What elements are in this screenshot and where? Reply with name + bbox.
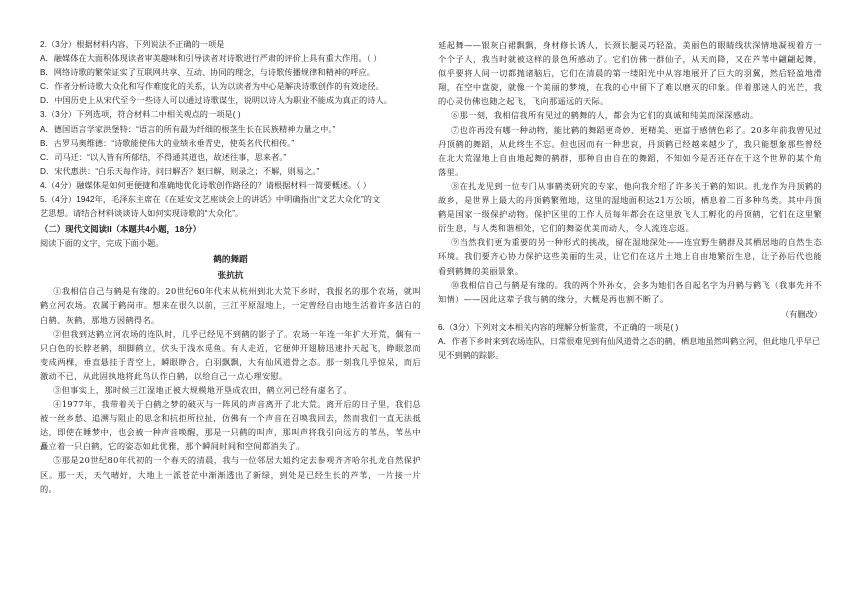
question-3-option-a: A．德国语言学家洪堡特：“语言的所有最为纤细的根茎生长在民族精神力量之中。” [40,124,336,134]
article-paragraph-9: ⑨当然我们更为重要的另一种形式的挑战，留在湿地深处——连宜野生鹤群及其栖居地的自然生态环境。我们要齐心协力保护这些美丽的生灵，让它们在这片土地上自由地繁衍生息，让子孙后代也能看到鹤舞的美丽景象。 [438,237,822,276]
article-source-note: （有删改） [781,308,822,319]
question-3-option-d: D．宋代惠洪：“白乐天每作诗，问曰解否？妪曰解，则录之；不解，则易之。” [40,166,320,176]
question-3-stem: 3.（3分）下列选项，符合材料二中相关观点的一项是( ) [40,110,241,120]
question-2-option-b: B．网络诗歌的繁荣证实了互联网共享、互动、协同的理念，与诗歌传播规律和精神的呼应。 [40,68,376,78]
left-column [40,38,421,496]
article-paragraph-8: ⑧在扎龙见到一位专门从事鹤类研究的专家，他向我介绍了许多关于鹤的知识。扎龙作为丹顶鹤的故乡，是世界上最大的丹顶鹤繁殖地，这里的湿地面积达21万公顷，栖息着二百多种鸟类。其中丹顶鹤是国家一级保护动物。保护区里的工作人员每年都会在这里放飞人工孵化的丹顶鹤，它们在这里繁衍生息，与人类和谐相处，它们的舞姿优美而动人，令人流连忘返。 [438,180,822,234]
article-title: 鹤的舞蹈 [213,255,248,266]
question-4: 4.（4分）融媒体是如何更便捷和准确地优化诗歌创作路径的？请根据材料一简要概述。（ ） [40,180,372,190]
article-paragraph-5-continued: 延起舞——银灰白裙飘飘，身材修长诱人，长颈长腿灵巧轻盈，美丽色的眼睛线状深情地凝视着方一个个子人，我当时就被这样的景色所感动了。它们仿佛一群仙子，从天而降，又在芦苇中翩翩起舞，似乎要将人间一切都抛诸脑后，它们在清晨的第一缕阳光中从容地展开了巨大的羽翼，然后轻盈地滑翔，在空中盘旋，就像一个美丽的梦境，在我的心中留下了难以磨灭的印象。伴着那迷人的光芒，我的心灵仿佛也随之起飞，飞向那遥远的天际。 [438,40,822,107]
reading-instruction: 阅读下面的文字，完成下面小题。 [40,239,164,249]
article-paragraph-5: ⑤那是20世纪80年代初的一个春天的清晨，我与一位邻居大姐约定去参观齐齐哈尔扎龙自然保护区。那一天，天气晴好，大地上一派苍茫中渐渐透出了新绿，到处是已经生长的芦苇，一片接一片的。 [40,455,421,494]
article-author: 张抗抗 [217,271,244,282]
question-3-option-b: B．古罗马奥维德：“诗歌能使伟大的业绩永垂青史，使英名代代相传。” [40,138,295,148]
question-2-option-d: D．中国历史上从宋代至今一些诗人可以通过诗歌谋生，说明以诗人为职业不能成为真正的诗人。 [40,96,392,106]
article-paragraph-1: ①我相信自己与鹤是有缘的。20世纪60年代末从杭州到北大荒下乡时，我报名的那个农场，就叫鹤立河农场。农属于鹤岗市。想来在很久以前，三江平原湿地上，一定曾经自由地生活着许多洁白的白鹤、灰鹤，那地方因鹤得名。 [40,286,421,325]
question-5-line-1: 5.（4分）1942年，毛泽东主席在《在延安文艺座谈会上的讲话》中明确指出“文艺大众化”的文 [40,195,381,205]
question-5-line-2: 艺思想。请结合材料谈谈诗人如何实现诗歌的“大众化”。 [40,209,244,219]
question-6-stem: 6.（3分）下列对文本相关内容的理解分析鉴赏，不正确的一项是( ) [438,322,679,332]
question-6-option-a: A．作者下乡时来到农场连队，日常很难见到有仙风道骨之态的鹤，栖息地虽然叫鹤立河，但此地几乎早已见不到鹤的踪影。 [438,336,821,361]
section-heading: （二）现代文阅读II（本题共4小题，18分） [40,224,202,235]
article-paragraph-10: ⑩我相信自己与鹤是有缘的。我的两个外孙女，会多为她们各自起名字为丹鹤与鹤飞（我事先并不知情）——因此这辈子我与鹤的缘分，大概是再也割不断了。 [438,279,822,304]
article-paragraph-7: ⑦也许再没有哪一种动物，能比鹤的舞蹈更奇妙、更精美、更富于感情色彩了。20多年前我曾见过丹顶鹤的舞蹈，从此终生不忘。但也因而有一种悲哀，丹顶鹤已经越来越少了，我只能想象那些曾经在北大荒湿地上自由地起舞的鹤群，那种自由自在的舞蹈，不知如今是否还存在于这个世界的某个角落里。 [438,124,822,177]
article-paragraph-2: ②但我到达鹤立河农场的连队时，几乎已经见不到鹤的影子了。农场一年连一年扩大开荒，偶有一只白色的长脖老鹤，细脚鹤立，伏头于浅水觅鱼。有人走近，它便伸开翅膀迅速扑天起飞，睁眼忽而变成两棵，垂直悬挂于青空上，瞬眼睁合，白羽飘飘，大有仙风道骨之态。那一刻我几乎惊呆，而后激动不已，从此固执地将此鸟认作白鹤，以给自己一点心理安慰。 [40,328,421,381]
right-column [438,38,822,363]
question-3-option-c: C．司马迁：“以人皆有所郁结，不得通其道也，故述往事，思来者。” [40,152,287,162]
question-2-stem: 2.（3分）根据材料内容，下列说法不正确的一项是 [40,40,225,49]
article-paragraph-3: ③但事实上，那时候三江湿地正被大规模地开垦成农田，鹤立河已经有虚名了。 [53,384,352,395]
question-2-option-c: C．作者分析诗歌大众化和写作难度化的关系，认为以读者为中心是解决诗歌创作的有效途径。 [40,82,384,92]
article-paragraph-4: ④1977年，我带着关于白鹤之梦的破灭与一阵风的声音离开了北大荒。离开后的日子里，我们总被一丝乡愁、追溯与阻止的思念和抗拒所拉扯，仿佛有一个声音在召唤我回去，然而我们一直无法抵达，即使在睡梦中，也会被一种声音唤醒，那是一只鹤的叫声，那叫声将我引向远方的苇丛，苇丛中矗立着一只白鹤，它的姿态如此优雅，那个瞬间时间和空间都消失了。 [40,399,421,452]
question-2-option-a: A．融媒体在大面积体现读者审美趣味和引导读者对诗歌进行严肃的评价上具有重大作用。（ ） [40,54,382,64]
article-paragraph-6: ⑥那一刻，我相信我所有见过的鹤舞的人，都会为它们的真诚和纯美而深深感动。 [451,110,759,121]
